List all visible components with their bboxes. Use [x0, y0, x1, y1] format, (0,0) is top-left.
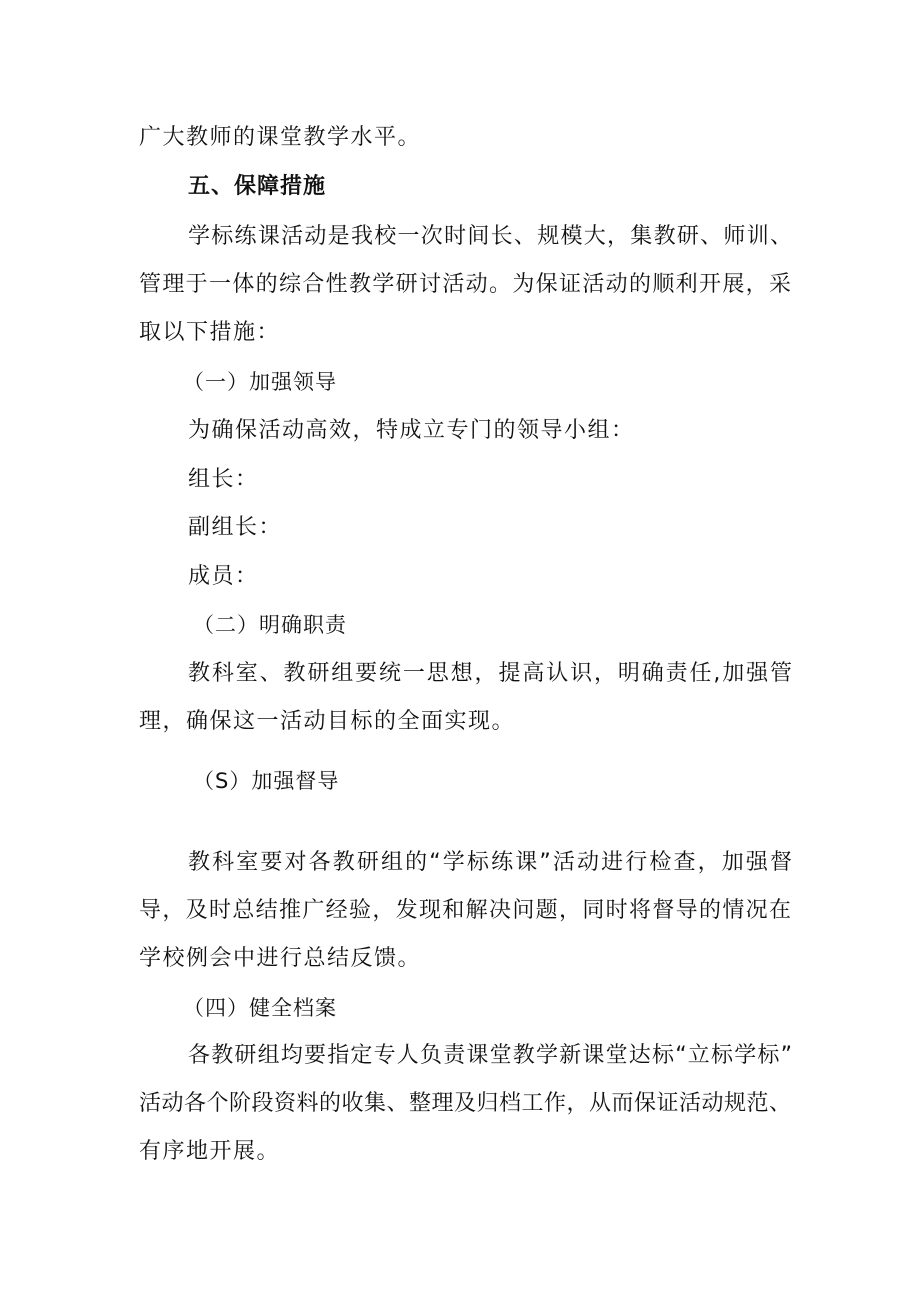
paragraph-line: 教科室要对各教研组的“学标练课”活动进行检查，加强督 — [188, 850, 792, 875]
subsection-heading: （四）健全档案 — [183, 996, 337, 1020]
subsection-heading: （S）加强督导 — [193, 769, 340, 793]
paragraph-line: 教科室、教研组要统一思想，提高认识，明确责任,加强管 — [188, 661, 792, 686]
paragraph-line: 取以下措施： — [139, 320, 281, 345]
paragraph-line: 管理于一体的综合性教学研讨活动。为保证活动的顺利开展，采 — [139, 272, 791, 297]
deputy-leader-label: 副组长： — [188, 515, 283, 540]
subsection-heading: （二）明确职责 — [193, 613, 347, 637]
members-label: 成员： — [188, 564, 259, 589]
paragraph-line: 学标练课活动是我校一次时间长、规模大，集教研、师训、 — [188, 224, 792, 249]
paragraph-line: 理，确保这一活动目标的全面实现。 — [139, 709, 516, 734]
paragraph-line: 活动各个阶段资料的收集、整理及归档工作，从而保证活动规范、 — [139, 1091, 791, 1116]
paragraph-line: 有序地开展。 — [139, 1139, 281, 1164]
subsection-heading: （一）加强领导 — [183, 370, 337, 394]
paragraph-line: 导，及时总结推广经验，发现和解决问题，同时将督导的情况在 — [139, 898, 791, 923]
section-heading: 五、保障措施 — [188, 174, 327, 199]
paragraph-line: 广大教师的课堂教学水平。 — [139, 125, 422, 150]
paragraph-line: 学校例会中进行总结反馈。 — [139, 946, 422, 971]
paragraph-line: 为确保活动高效，特成立专门的领导小组： — [188, 418, 635, 443]
leader-label: 组长： — [188, 467, 259, 492]
paragraph-line: 各教研组均要指定专人负责课堂教学新课堂达标“立标学标” — [188, 1043, 792, 1068]
